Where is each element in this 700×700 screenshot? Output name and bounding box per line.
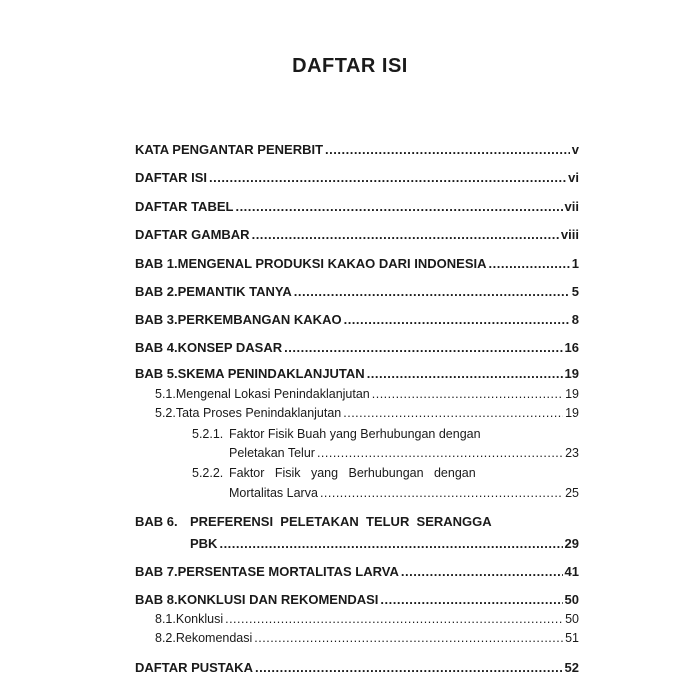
toc-page-number: 19 [565,406,579,420]
toc-page-number: 19 [564,366,579,381]
toc-entry-8-1[interactable] [155,612,579,626]
subsection-number: 5.2.1. [192,427,224,441]
leader-dots [325,142,570,157]
toc-entry-bab-1[interactable] [135,256,579,271]
toc-entry-label: PEMANTIK TANYA [177,284,292,299]
leader-dots [320,486,563,500]
leader-dots [294,284,570,299]
toc-entry-label: MENGENAL PRODUKSI KAKAO DARI INDONESIA [177,256,487,271]
leader-dots [401,564,563,579]
toc-entry-label: DAFTAR ISI [135,170,207,185]
toc-entry-label: PERKEMBANGAN KAKAO [177,312,342,327]
toc-entry-kata-pengantar[interactable] [135,142,579,157]
toc-entry-label: DAFTAR TABEL [135,199,234,214]
toc-entry-daftar-isi[interactable] [135,170,579,185]
toc-entry-label: KONKLUSI DAN REKOMENDASI [177,592,379,607]
leader-dots [209,170,566,185]
leader-dots [225,612,563,626]
page-title: DAFTAR ISI [292,55,408,77]
toc-entry-label: PBK [190,536,218,551]
toc-entry-5-2-2-line1[interactable] [192,466,542,480]
leader-dots [343,406,563,420]
toc-entry-label: KATA PENGANTAR PENERBIT [135,142,324,157]
toc-page-number: 29 [564,536,579,551]
leader-dots [252,227,559,242]
chapter-number: BAB 8. [135,592,178,607]
toc-entry-label: DAFTAR GAMBAR [135,227,250,242]
toc-entry-label: KONSEP DASAR [177,340,283,355]
toc-entry-label: Peletakan Telur [229,446,315,460]
toc-entry-bab-7[interactable] [135,564,579,579]
toc-entry-label: Mengenal Lokasi Penindaklanjutan [175,387,370,401]
toc-page-number: 50 [565,612,579,626]
leader-dots [380,592,562,607]
toc-entry-label: PERSENTASE MORTALITAS LARVA [177,564,399,579]
toc-entry-5-2-1-line2[interactable] [229,446,579,460]
leader-dots [344,312,570,327]
toc-page-number: vi [568,170,579,185]
toc-entry-label: Rekomendasi [175,631,253,645]
toc-entry-5-2[interactable] [155,406,579,420]
subsection-number: 5.2.2. [192,466,224,480]
section-number: 5.2. [155,406,176,420]
toc-page-number: 1 [571,256,579,271]
leader-dots [372,387,563,401]
chapter-number: BAB 5. [135,366,178,381]
section-number: 5.1. [155,387,176,401]
leader-dots [317,446,563,460]
toc-entry-bab-4[interactable] [135,340,579,355]
toc-entry-bab-2[interactable] [135,284,579,299]
leader-dots [254,631,563,645]
section-number: 8.2. [155,631,176,645]
section-number: 8.1. [155,612,176,626]
toc-entry-label: Tata Proses Penindaklanjutan [175,406,342,420]
chapter-number: BAB 4. [135,340,178,355]
leader-dots [255,660,563,675]
toc-page-number: 52 [564,660,579,675]
toc-page-number: v [571,142,579,157]
toc-entry-bab-6-line2[interactable] [190,536,579,551]
toc-entry-label: Faktor Fisik Buah yang Berhubungan dengan [229,427,481,441]
toc-entry-bab-6-line1[interactable] [135,514,545,529]
toc-entry-label: SKEMA PENINDAKLANJUTAN [177,366,365,381]
toc-entry-bab-5[interactable] [135,366,579,381]
chapter-number: BAB 1. [135,256,178,271]
toc-page-number: 16 [564,340,579,355]
chapter-number: BAB 3. [135,312,178,327]
chapter-number: BAB 6. [135,514,178,529]
chapter-number: BAB 7. [135,564,178,579]
toc-page-number: 5 [571,284,579,299]
toc-entry-5-1[interactable] [155,387,579,401]
leader-dots [235,199,562,214]
toc-entry-daftar-gambar[interactable] [135,227,579,242]
toc-entry-label: Konklusi [175,612,224,626]
toc-page-number: 50 [564,592,579,607]
leader-dots [219,536,562,551]
toc-page-number: vii [564,199,579,214]
toc-entry-daftar-tabel[interactable] [135,199,579,214]
toc-entry-bab-8[interactable] [135,592,579,607]
toc-entry-bab-3[interactable] [135,312,579,327]
toc-entry-5-2-1-line1[interactable] [192,427,542,441]
toc-page-number: 23 [565,446,579,460]
toc-entry-5-2-2-line2[interactable] [229,486,579,500]
leader-dots [489,256,570,271]
toc-page-number: 51 [565,631,579,645]
toc-entry-8-2[interactable] [155,631,579,645]
toc-entry-daftar-pustaka[interactable] [135,660,579,675]
toc-page-number: 8 [571,312,579,327]
leader-dots [284,340,562,355]
leader-dots [367,366,563,381]
toc-entry-label: PREFERENSI PELETAKAN TELUR SERANGGA [190,514,492,529]
toc-entry-label: Mortalitas Larva [229,486,318,500]
toc-entry-label: Faktor Fisik yang Berhubungan dengan [229,466,476,480]
toc-page-number: 25 [565,486,579,500]
chapter-number: BAB 2. [135,284,178,299]
toc-entry-label: DAFTAR PUSTAKA [135,660,253,675]
toc-page-number: viii [560,227,579,242]
toc-page-number: 19 [565,387,579,401]
toc-page-number: 41 [564,564,579,579]
